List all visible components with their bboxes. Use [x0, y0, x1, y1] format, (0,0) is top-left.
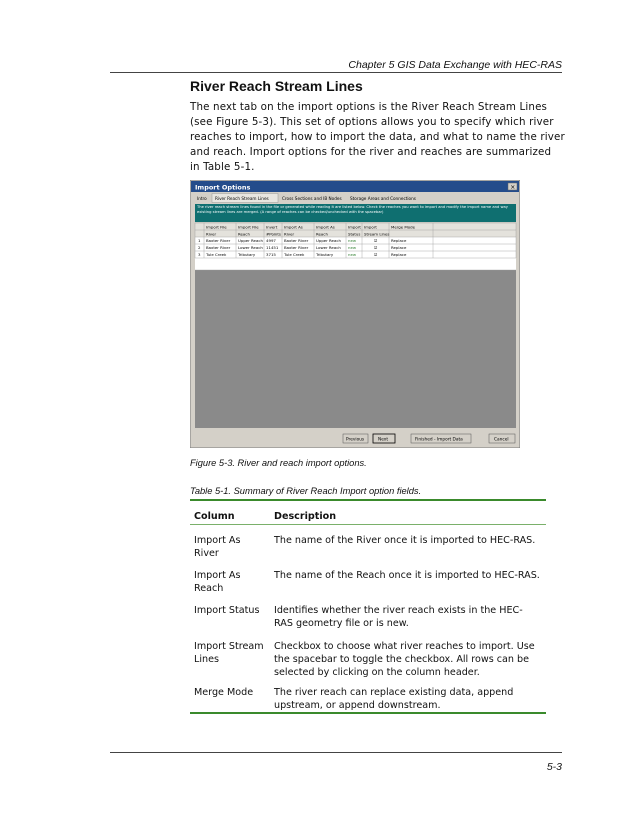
- table-description: the spacebar to toggle the checkbox. All rows can be: [274, 654, 530, 665]
- cell-river: Tule Creek: [206, 252, 227, 257]
- row-number: 3: [198, 252, 201, 257]
- grid-header-cell: Import File: [238, 224, 259, 230]
- tab-intro[interactable]: Intro: [197, 196, 207, 201]
- cell-import-river: Tule Creek: [284, 252, 305, 257]
- import-options-dialog-figure: [190, 180, 520, 448]
- cancel-label: Cancel: [494, 437, 509, 443]
- table-top-rule: [190, 499, 546, 501]
- grid-header-cell: Reach: [316, 231, 328, 237]
- table-description: Identifies whether the river reach exists in the HEC-: [274, 605, 523, 616]
- cell-merge-mode: Replace: [391, 245, 407, 250]
- dialog-title: Import Options: [195, 183, 251, 192]
- grid-header-cell: Import As: [284, 224, 303, 230]
- close-icon: ×: [510, 184, 516, 191]
- grid-header-cell: Stream Lines: [364, 231, 390, 237]
- grid-header-cell: Import As: [316, 224, 335, 230]
- table-header-column: Column: [194, 511, 235, 522]
- table-description: RAS geometry file or is new.: [274, 618, 409, 629]
- finish-label: Finished - Import Data: [415, 437, 463, 443]
- grid-header-cell: Import File: [206, 224, 227, 230]
- paragraph-line: reaches to import, how to import the data, and what to name the river: [190, 131, 565, 143]
- next-label: Next: [378, 437, 389, 443]
- grid-header-cell: Import: [364, 224, 377, 230]
- tab-cross-sections[interactable]: Cross Sections and IB Nodes: [282, 196, 342, 201]
- cell-import-river: Baxter River: [284, 245, 309, 250]
- cell-river: Baxter River: [206, 245, 231, 250]
- cell-import-river: Baxter River: [284, 238, 309, 243]
- grid-header-cell: River: [284, 231, 295, 237]
- grid-header-cell: #Points: [266, 231, 281, 237]
- page-number: 5-3: [546, 761, 562, 773]
- table-caption: Table 5-1. Summary of River Reach Import option fields.: [190, 486, 422, 496]
- import-checkbox: ☑: [374, 238, 378, 243]
- paragraph-line: and reach. Import options for the river and reaches are summarized: [190, 146, 552, 158]
- paragraph-line: The next tab on the import options is the River Reach Stream Lines: [190, 101, 548, 113]
- table-description: upstream, or append downstream.: [274, 700, 441, 711]
- header-rule: [110, 72, 562, 73]
- previous-label: Previous: [346, 437, 365, 443]
- table-column-name: Merge Mode: [194, 687, 254, 698]
- paragraph-line: in Table 5-1.: [190, 161, 255, 173]
- import-checkbox: ☑: [374, 245, 378, 250]
- table-column-name: Import Stream: [194, 641, 264, 652]
- cell-merge-mode: Replace: [391, 238, 407, 243]
- cell-status: new: [348, 238, 357, 243]
- cell-reach: Upper Reach: [238, 238, 263, 243]
- cell-points: 4997: [266, 238, 276, 243]
- paragraph-line: (see Figure 5-3). This set of options allows you to specify which river: [190, 116, 554, 128]
- table-column-name: Reach: [194, 583, 224, 594]
- table-column-name: Import Status: [194, 605, 260, 616]
- table-description: The river reach can replace existing data, append: [274, 687, 514, 698]
- cell-status: new: [348, 245, 357, 250]
- footer-rule: [110, 752, 562, 753]
- grid-header-cell: Import: [348, 224, 361, 230]
- cell-river: Baxter River: [206, 238, 231, 243]
- table-header-description: Description: [274, 511, 337, 522]
- info-text: The river reach stream lines found in the file or generated while reading it are listed below. Check the reaches you want to import and modify the import name and way existing stream lines are merged. (A range of reaches can be checked/unchecked with the spacebar): [197, 205, 508, 214]
- grid-header-cell: River: [206, 231, 217, 237]
- grid-header-cell: Status: [348, 231, 361, 237]
- cell-merge-mode: Replace: [391, 252, 407, 257]
- grid-header-cell: Reach: [238, 231, 250, 237]
- table-bottom-rule: [190, 712, 546, 714]
- import-checkbox: ☑: [374, 252, 378, 257]
- tab-river-reach[interactable]: River Reach Stream Lines: [215, 196, 269, 201]
- cell-status: new: [348, 252, 357, 257]
- grid-header-cell: Invert: [266, 224, 278, 230]
- table-header-rule: [190, 524, 546, 525]
- cell-points: 11451: [266, 245, 279, 250]
- cell-reach: Tributary: [238, 252, 256, 257]
- row-number: 2: [198, 245, 201, 250]
- row-number: 1: [198, 238, 201, 243]
- table-column-name: Import As: [194, 535, 241, 546]
- cell-import-reach: Lower Reach: [316, 245, 341, 250]
- table-description: selected by clicking on the column header.: [274, 667, 480, 678]
- table-description: Checkbox to choose what river reaches to import. Use: [274, 641, 535, 652]
- table-description: The name of the River once it is imported to HEC-RAS.: [274, 535, 536, 546]
- tab-storage-areas[interactable]: Storage Areas and Connections: [350, 196, 416, 201]
- table-column-name: Import As: [194, 570, 241, 581]
- table-column-name: Lines: [194, 654, 219, 665]
- table-description: The name of the Reach once it is imported to HEC-RAS.: [274, 570, 540, 581]
- grid-header-cell: Merge Mode: [391, 224, 415, 230]
- body-paragraph: [190, 100, 568, 175]
- cell-import-reach: Tributary: [316, 252, 334, 257]
- running-header: Chapter 5 GIS Data Exchange with HEC-RAS: [348, 59, 562, 71]
- figure-caption: Figure 5-3. River and reach import options.: [190, 458, 367, 468]
- section-title: River Reach Stream Lines: [190, 78, 363, 94]
- cell-import-reach: Upper Reach: [316, 238, 341, 243]
- cell-points: 3715: [266, 252, 276, 257]
- cell-reach: Lower Reach: [238, 245, 263, 250]
- table-column-name: River: [194, 548, 219, 559]
